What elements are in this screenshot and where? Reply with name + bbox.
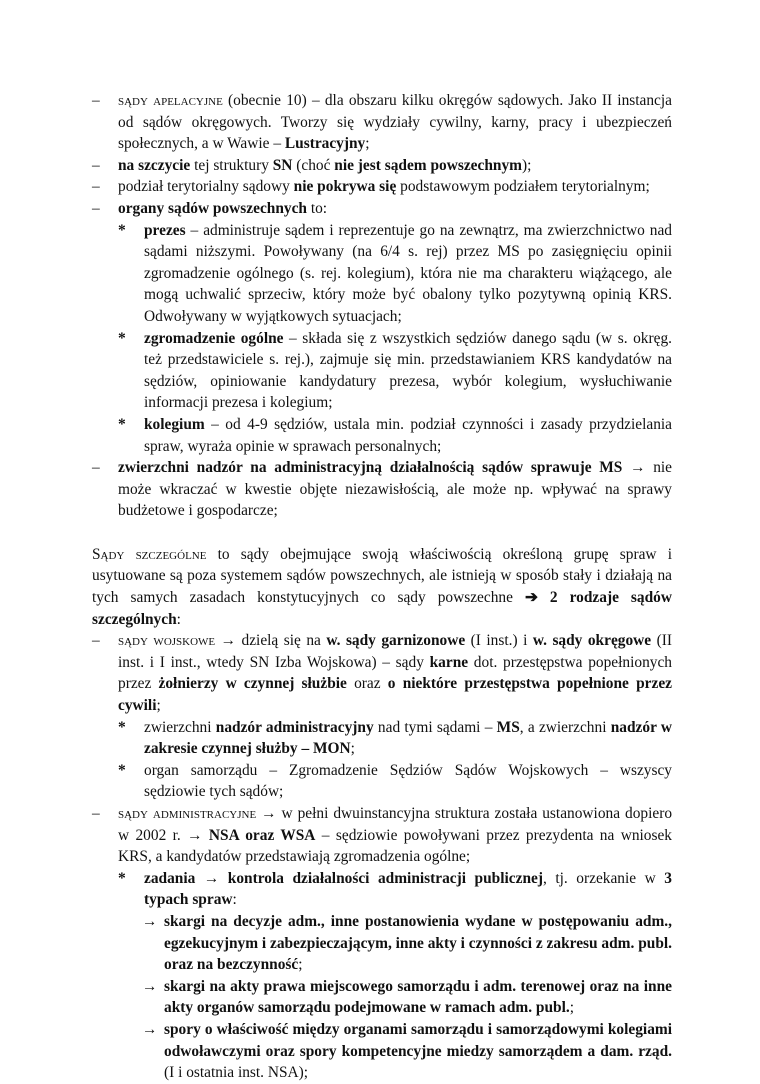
heading-sady-szczegolne: Sądy szczególne (92, 545, 207, 563)
sub-sub-item-skargi-akty: → skargi na akty prawa miejscowego samorządu i adm. terenowej oraz na inne akty organów samorządu podejmowane w ramach adm. publ.; (142, 977, 672, 1017)
heading-sady-administracyjne: sądy administracyjne (118, 805, 257, 822)
star-marker: * (118, 718, 126, 736)
star-marker: * (118, 415, 126, 433)
sub-sub-item-skargi-decyzje: → skargi na decyzje adm., inne postanowienia wydane w postępowaniu adm., egzekucyjnym i zabezpieczającym, inne akty i czynności z zakresu adm. publ. oraz na bezczynność; (142, 912, 672, 974)
sub-item-wojsk-nadzor: * zwierzchni nadzór administracyjny nad tymi sądami – MS, a zwierzchni nadzór w zakresie czynnej służby – MON; (118, 718, 672, 758)
dash-marker: – (92, 178, 100, 196)
document-content (92, 90, 672, 1084)
list-item-nadzor: – zwierzchni nadzór na administracyjną działalnością sądów sprawuje MS → nie może wkraczać w kwestie objęte niezawisłością, ale może np. wpływać na sprawy budżetowe i gospodarcze; (92, 459, 673, 520)
dash-marker: – (92, 632, 100, 650)
arrow-icon: → (142, 977, 158, 995)
heading-sady-wojskowe: sądy wojskowe (118, 632, 216, 650)
list-item-sady-wojskowe: – sądy wojskowe → dzielą się na w. sądy garnizonowe (I inst.) i w. sądy okręgowe (II inst. i I inst., wtedy SN Izba Wojskowa) – sądy karne dot. przestępstwa popełnionych przez żołnierzy w czynnej służbie oraz o niektóre przestępstwa popełnione przez cywili; (92, 632, 672, 715)
dash-marker: – (92, 92, 100, 109)
star-marker: * (118, 329, 126, 347)
sub-item-zgromadzenie: * zgromadzenie ogólne – składa się z wszystkich sędziów danego sądu (w s. okręg. też przedstawiciele s. rej.), zajmuje się min. przedstawianiem KRS kandydatów na sędziów, opiniowanie kandydatury prezesa, wybór kolegium, wysłuchiwanie informacji prezesa i kolegium; (118, 329, 673, 412)
sub-sub-item-spory: → spory o właściwość między organami samorządu i samorządowymi kolegiami odwoławczymi oraz spory kompetencyjne miedzy samorządem a dam. rząd. (I i ostatnia inst. NSA); (142, 1020, 672, 1082)
dash-marker: – (92, 459, 100, 477)
list-item-organy: – organy sądów powszechnych to: (92, 198, 672, 220)
heading-sady-apelacyjne: sądy apelacyjne (118, 92, 223, 109)
sub-item-wojsk-organ: * organ samorządu – Zgromadzenie Sędziów Sądów Wojskowych – wszyscy sędziowie tych sądów; (118, 761, 672, 801)
list-item-sn: – na szczycie tej struktury SN (choć nie jest sądem powszechnym); (92, 155, 672, 177)
list-item-sady-administracyjne: – sądy administracyjne → w pełni dwuinstancyjna struktura została ustanowiona dopiero w 2002 r. → NSA oraz WSA – sędziowie powoływani przez prezydenta na wniosek KRS, a kandydatów przedstawiają zgromadzenia ogólne; (92, 805, 673, 866)
list-item-podzial-terytorialny: – podział terytorialny sądowy nie pokrywa się podstawowym podziałem terytorialnym; (92, 176, 672, 198)
sub-item-zadania: * zadania → kontrola działalności administracji publicznej, tj. orzekanie w 3 typach spraw: (118, 869, 672, 909)
star-marker: * (118, 221, 126, 239)
sub-item-prezes: * prezes – administruje sądem i reprezentuje go na zewnątrz, ma zwierzchnictwo nad sądami niższymi. Powoływany (na 6/4 s. rej) przez MS po zasięgnięciu opinii zgromadzenie ogólnego (s. rej. kolegium), która nie ma charakteru wiążącego, ale mogą uchwalić sprzeciw, który może być obalony tylko pozytywną opinią KRS. Odwoływany w wyjątkowych sytuacjach; (118, 221, 672, 325)
sub-item-kolegium: * kolegium – od 4-9 sędziów, ustala min. podział czynności i zasady przydzielania spraw, wyraża opinie w sprawach personalnych; (118, 415, 672, 455)
dash-marker: – (92, 805, 100, 822)
star-marker: * (118, 761, 126, 779)
arrow-icon: → (142, 912, 158, 930)
paragraph-sady-szczegolne: Sądy szczególne to sądy obejmujące swoją właściwością określoną grupę spraw i usytuowane są poza systemem sądów powszechnych, ale istnieją w sposób stały i działają na tych samych zasadach konstytucyjnych co sądy powszechne ➔ 2 rodzaje sądów szczególnych: (92, 545, 672, 628)
list-item-sady-apelacyjne: – sądy apelacyjne (obecnie 10) – dla obszaru kilku okręgów sądowych. Jako II instancja od sądów okręgowych. Tworzy się wydziały cywilny, karny, pracy i ubezpieczeń społecznych, a w Wawie – Lustracyjny; (92, 92, 672, 153)
dash-marker: – (92, 156, 100, 174)
star-marker: * (118, 869, 126, 887)
arrow-icon: → (142, 1020, 158, 1038)
dash-marker: – (92, 199, 100, 217)
arrow-right-icon: ➔ (524, 589, 538, 607)
